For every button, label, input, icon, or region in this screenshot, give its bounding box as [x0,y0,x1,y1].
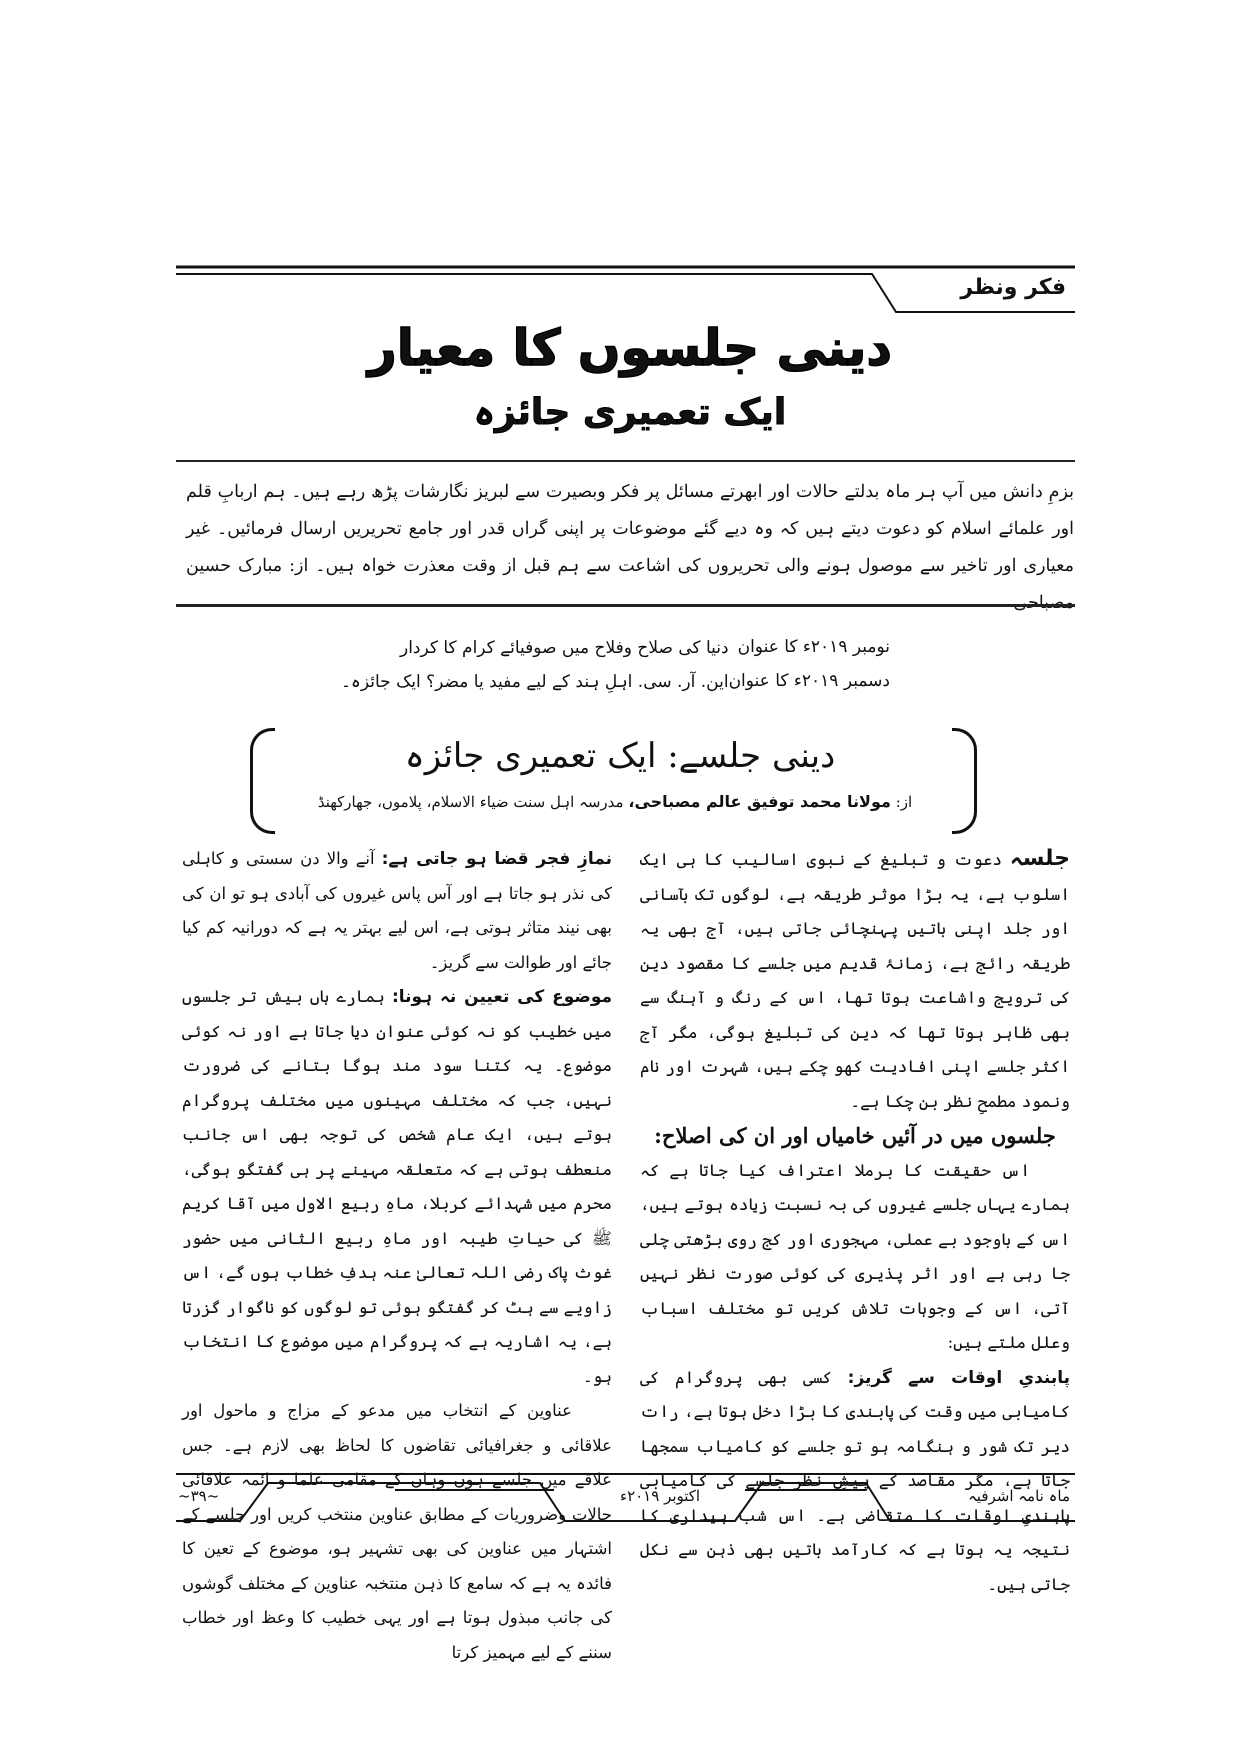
section-tag: فکر ونظر [960,275,1066,300]
paragraph-text: آنے والا دن سستی و کاہلی کی نذر ہو جاتا ہے اور آس پاس غیروں کی آبادی ہو تو ان کی بھی نیند متاثر ہوتی ہے، اس لیے بہتر یہ ہے کہ دورانیہ کم کیا جائے اور طوالت سے گریز۔ [182,849,612,972]
topic-row-december [340,664,1080,698]
column-left [182,842,612,1670]
paragraph-text: ہمارے ہاں بیش تر جلسوں میں خطیب کو نہ کوئی عنوان دیا جاتا ہے اور نہ کوئی موضوع۔ یہ کتنا سود مند ہوگا بتانے کی ضرورت نہیں، جب کہ مختلف مہینوں میں مختلف پروگرام ہوتے ہیں، ایک عام شخص کی توجہ بھی اس جانب منعطف ہوتی ہے کہ متعلقہ مہینے پر ہی گفتگو ہوگی، محرم میں شہدائے کربلا، ماہِ ربیع الاول میں آقا کریم ﷺ کی حیاتِ طیبہ اور ماہِ ربیع الثانی میں حضور غوث پاک رضی اللہ تعالیٰ عنہ ہدفِ خطاب ہوں گے، اس زاویے سے ہٹ کر گفتگو ہوئی تو لوگوں کو ناگوار گزرتا ہے، یہ اشاریہ ہے کہ پروگرام میں موضوع کا انتخاب ہو۔ [182,987,612,1386]
topic-label: دسمبر ۲۰۱۹ء کا عنوان [728,671,890,691]
lead-word: جلسہ [1009,846,1070,871]
main-title: دینی جلسوں کا معیار [368,319,892,377]
topic-value: دنیا کی صلاح وفلاح میں صوفیائے کرام کا کردار [400,637,729,658]
byline [270,792,960,811]
author-affiliation: مدرسہ اہل سنت ضیاء الاسلام، پلاموں، جھارکھنڈ [317,793,624,811]
paragraph [640,1361,1070,1603]
topic-value: این. آر. سی. اہلِ ہند کے لیے مفید یا مضر؟ ایک جائزہ۔ [340,671,729,692]
inline-heading: پابندیِ اوقات سے گریز: [847,1367,1070,1388]
paragraph-text: کسی بھی پروگرام کی کامیابی میں وقت کی پابندی کا بڑا دخل ہوتا ہے، رات دیر تک شور و ہنگامہ ہو تو جلسے کو کامیاب سمجھا جاتا ہے، مگر مقاصد کے پیشِ نظر جلسے کی کامیابی پابندیِ اوقات کا متقاضی ہے۔ اس شب بیداری کا نتیجہ یہ ہوتا ہے کہ کارآمد باتیں بھی ذہن سے نکل جاتی ہیں۔ [640,1367,1070,1594]
paragraph [182,980,612,1394]
paragraph: عناوین کے انتخاب میں مدعو کے مزاج و ماحول اور علاقائی و جغرافیائی تقاضوں کا لحاظ بھی لازم ہے۔ جس علاقے میں جلسے ہوں وہاں کے مقامی علما و ائمہ علاقائی حالات وضروریات کے مطابق عناوین منتخب کریں اور جلسے کے اشتہار میں عناوین کی بھی تشہیر ہو، موضوع کے تعین کا فائدہ یہ ہے کہ سامع کا ذہن منتخبہ عناوین کے مختلف گوشوں کی جانب مبذول ہوتا ہے اور یہی خطیب کا وعظ اور خطاب سننے کے لیے مہمیز کرتا [182,1401,612,1662]
intro-paragraph: بزمِ دانش میں آپ ہر ماہ بدلتے حالات اور ابھرتے مسائل پر فکر وبصیرت سے لبریز نگارشات پڑھ رہے ہیں۔ ہم اربابِ قلم اور علمائے اسلام کو دعوت دیتے ہیں کہ وہ دیے گئے موضوعات پر اپنی گراں قدر اور جامع تحریریں ارسال فرمائیں۔ غیر معیاری اور تاخیر سے موصول ہونے والی تحریروں کی اشاعت سے ہم قبل از وقت معذرت خواہ ہیں۔ از: مبارک حسین مصباحی [186,482,1074,613]
paragraph: اس حقیقت کا برملا اعتراف کیا جاتا ہے کہ ہمارے یہاں جلسے غیروں کی بہ نسبت زیادہ ہوتے ہیں، اس کے باوجود بے عملی، مہجوری اور کج روی بڑھتی چلی جا رہی ہے اور اثر پذیری کی کوئی صورت نظر نہیں آتی، اس کے وجوہات تلاش کریں تو مختلف اسباب وعلل ملتے ہیں: [640,1160,1070,1352]
inline-heading: موضوع کی تعیین نہ ہونا: [391,987,612,1007]
sub-title: ایک تعمیری جائزہ [473,392,787,433]
paragraph [640,842,1070,1119]
article-title: دینی جلسے: ایک تعمیری جائزہ [404,736,836,776]
byline-prefix: از: [895,793,913,811]
inline-heading: نمازِ فجر قضا ہو جاتی ہے: [381,849,612,869]
paragraph [182,842,612,980]
title-bracket-left [250,728,275,834]
paragraph-text: دعوت و تبلیغ کے نبوی اسالیب کا ہی ایک اسلوب ہے، یہ بڑا موثر طریقہ ہے، لوگوں تک بآسانی اور جلد اپنی باتیں پہنچائی جاتی ہیں، آج بھی یہ طریقہ رائج ہے، زمانۂ قدیم میں جلسے کا مقصود دین کی ترویج واشاعت ہوتا تھا، اس کے رنگ و آہنگ سے بھی ظاہر ہوتا تھا کہ دین کی تبلیغ ہوگی، مگر آج اکثر جلسے اپنی افادیت کھو چکے ہیں، شہرت اور نام ونمود مطمحِ نظر بن چکا ہے۔ [640,850,1070,1111]
footer-issue-date: اکتوبر ۲۰۱۹ء [620,1487,701,1505]
topic-label: نومبر ۲۰۱۹ء کا عنوان [737,637,890,657]
upcoming-topics [340,630,1080,698]
page-number: ~۳۹~ [178,1487,220,1505]
intro-divider [176,604,1075,607]
footer-magazine-name: ماہ نامہ اشرفیہ [968,1487,1070,1505]
topic-row-november [400,630,1080,664]
title-divider [176,460,1075,462]
section-heading: جلسوں میں در آئیں خامیاں اور ان کی اصلاح: [654,1123,1056,1148]
author-name: مولانا محمد توفیق عالم مصباحی، [628,792,891,811]
